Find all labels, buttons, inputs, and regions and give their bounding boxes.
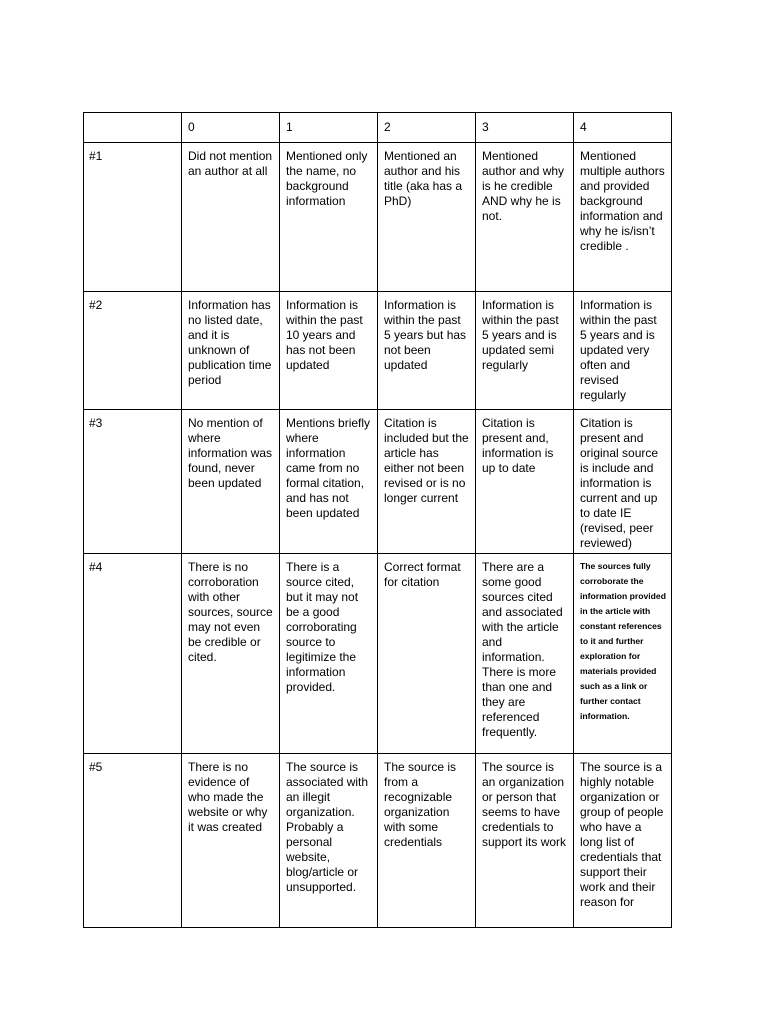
table-cell: There is a source cited, but it may not be a good corroborating source to legitimize the information provided. (280, 554, 378, 754)
table-cell: Information is within the past 10 years and has not been updated (280, 292, 378, 410)
row-label: #5 (84, 754, 182, 928)
table-row (84, 410, 672, 554)
table-cell: There are a some good sources cited and associated with the article and information. There is more than one and they are referenced frequently. (476, 554, 574, 754)
table-cell: The source is an organization or person that seems to have credentials to support its work (476, 754, 574, 928)
table-cell: Citation is present and original source is include and information is current and up to date IE (revised, peer reviewed) (574, 410, 672, 554)
table-cell: Information has no listed date, and it is unknown of publication time period (182, 292, 280, 410)
table-cell: Information is within the past 5 years but has not been updated (378, 292, 476, 410)
rubric-table (83, 112, 672, 928)
table-cell: There is no evidence of who made the website or why it was created (182, 754, 280, 928)
table-cell: Did not mention an author at all (182, 143, 280, 292)
table-row (84, 754, 672, 928)
header-cell-score-0: 0 (182, 113, 280, 143)
table-cell: Citation is present and, information is up to date (476, 410, 574, 554)
table-cell: Mentioned an author and his title (aka has a PhD) (378, 143, 476, 292)
table-cell: Citation is included but the article has either not been revised or is no longer current (378, 410, 476, 554)
table-row (84, 554, 672, 754)
table-cell: No mention of where information was found, never been updated (182, 410, 280, 554)
table-cell: There is no corroboration with other sources, source may not even be credible or cited. (182, 554, 280, 754)
row-label: #4 (84, 554, 182, 754)
table-row (84, 292, 672, 410)
header-row (84, 113, 672, 143)
table-cell: The source is from a recognizable organization with some credentials (378, 754, 476, 928)
header-cell-score-2: 2 (378, 113, 476, 143)
table-cell: Information is within the past 5 years and is updated very often and revised regularly (574, 292, 672, 410)
table-cell: Mentioned author and why is he credible AND why he is not. (476, 143, 574, 292)
row-label: #3 (84, 410, 182, 554)
table-cell: Correct format for citation (378, 554, 476, 754)
table-cell: The source is associated with an illegit organization. Probably a personal website, blog/article or unsupported. (280, 754, 378, 928)
row-label: #2 (84, 292, 182, 410)
table-cell (574, 554, 672, 754)
row-label: #1 (84, 143, 182, 292)
table-cell: The source is a highly notable organization or group of people who have a long list of credentials that support their work and their reason for (574, 754, 672, 928)
table-cell-small-text: The sources fully corroborate the information provided in the article with constant references to it and further exploration for materials provided such as a link or further contact information. (580, 561, 666, 721)
table-cell: Mentioned multiple authors and provided background information and why he is/isn’t credible . (574, 143, 672, 292)
table-cell: Mentioned only the name, no background information (280, 143, 378, 292)
table-cell: Mentions briefly where information came from no formal citation, and has not been updated (280, 410, 378, 554)
header-cell-score-4: 4 (574, 113, 672, 143)
table-cell: Information is within the past 5 years and is updated semi regularly (476, 292, 574, 410)
header-cell-empty (84, 113, 182, 143)
header-cell-score-1: 1 (280, 113, 378, 143)
header-cell-score-3: 3 (476, 113, 574, 143)
table-row (84, 143, 672, 292)
